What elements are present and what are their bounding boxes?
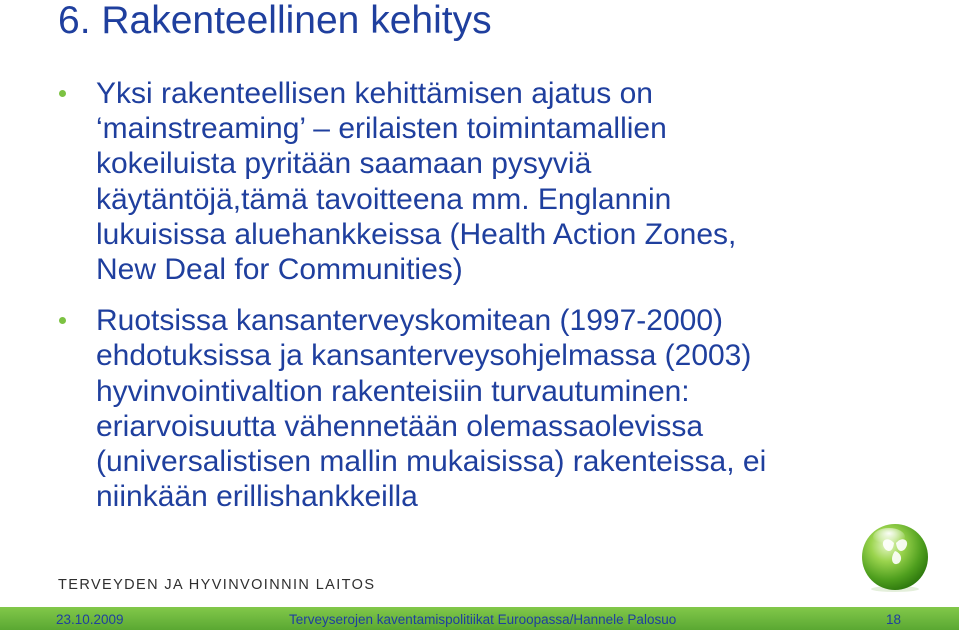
bullet-text-line: niinkään erillishankkeilla	[96, 480, 418, 514]
bullet-text-line: ehdotuksissa ja kansanterveysohjelmassa (2003)	[96, 339, 752, 373]
bullet-text-line: käytäntöjä,tämä tavoitteena mm. Englannin	[96, 182, 672, 216]
bullet-text-line: hyvinvointivaltion rakenteisiin turvautuminen:	[96, 374, 690, 408]
slide-title: 6. Rakenteellinen kehitys	[58, 0, 492, 42]
footer-bar	[0, 607, 959, 630]
bullet-dot-icon	[59, 90, 66, 97]
footer-date: 23.10.2009	[56, 612, 124, 627]
bullet-text-line: (universalistisen mallin mukaisissa) rakenteissa, ei	[96, 445, 767, 479]
bullet-text-line: lukuisissa aluehankkeissa (Health Action Zones,	[96, 217, 737, 251]
bullet-item	[58, 76, 938, 287]
bullet-text-line: ‘mainstreaming’ – erilaisten toimintamallien	[96, 112, 667, 146]
footer-presentation-title: Terveyserojen kaventamispolitiikat Euroopassa/Hannele Palosuo	[289, 612, 677, 627]
bullet-item	[58, 303, 938, 514]
bullet-dot-icon	[59, 317, 66, 324]
bullet-text-line: New Deal for Communities)	[96, 253, 463, 287]
footer-page-number: 18	[886, 612, 902, 627]
green-sphere-icon	[859, 521, 931, 593]
organization-logo-text: TERVEYDEN JA HYVINVOINNIN LAITOS	[58, 577, 376, 593]
bullet-text-line: Ruotsissa kansanterveyskomitean (1997-2000)	[96, 304, 723, 338]
bullet-text-line: eriarvoisuutta vähennetään olemassaolevissa	[96, 409, 704, 443]
bullet-list	[58, 76, 938, 530]
bullet-text-line: Yksi rakenteellisen kehittämisen ajatus on	[96, 77, 653, 110]
bullet-text-line: kokeiluista pyritään saamaan pysyviä	[96, 147, 592, 181]
